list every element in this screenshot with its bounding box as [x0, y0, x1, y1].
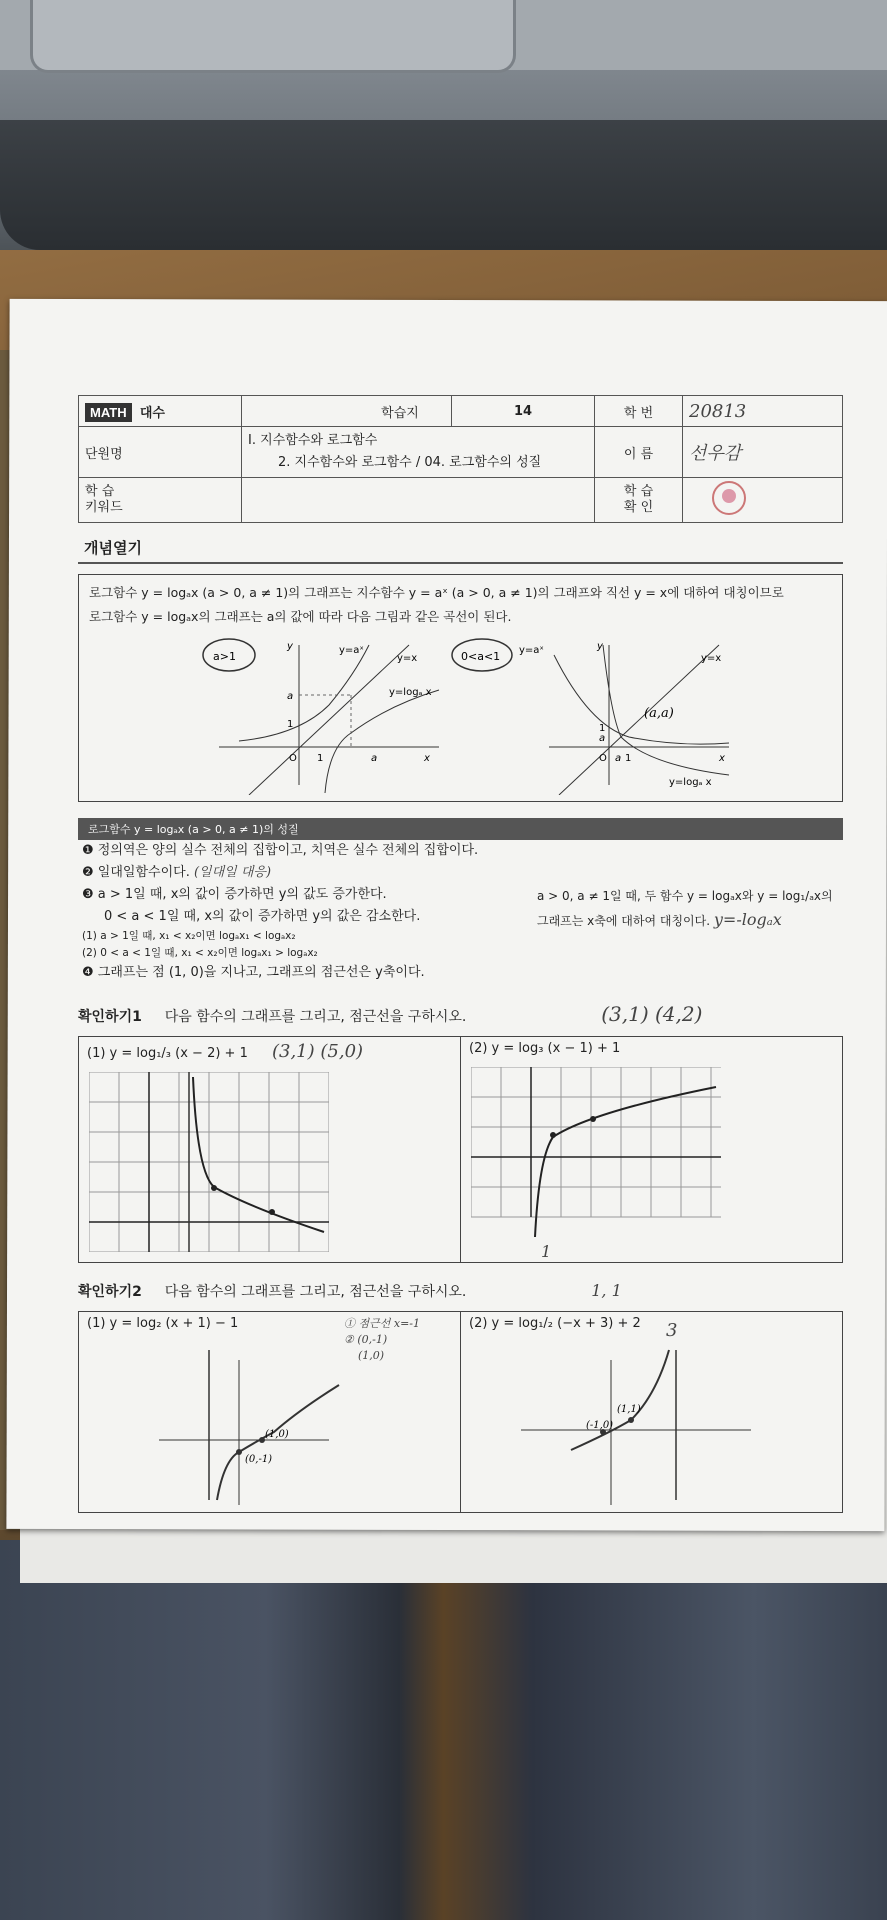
- check2-q1-equation: (1) y = log₂ (x + 1) − 1: [87, 1316, 239, 1331]
- svg-text:y=aˣ: y=aˣ: [339, 645, 364, 656]
- keyword-label: 학 습 키워드: [79, 478, 242, 523]
- check1-q1: [79, 1037, 460, 1262]
- intro-line1: 로그함수 y = logₐx (a > 0, a ≠ 1)의 그래프는 지수함수 y = aˣ (a > 0, a ≠ 1)의 그래프와 직선 y = x에 대하여 대칭이므로: [89, 585, 784, 600]
- check2-q1: [79, 1312, 460, 1512]
- svg-text:O: O: [289, 753, 297, 764]
- check1-q2-equation: (2) y = log₃ (x − 1) + 1: [469, 1041, 621, 1056]
- student-name: 선우감: [683, 427, 843, 478]
- svg-text:y=x: y=x: [397, 653, 418, 664]
- svg-text:y=logₐ x: y=logₐ x: [669, 777, 712, 788]
- check2-title: 확인하기2: [78, 1284, 142, 1300]
- touchpad: [30, 0, 516, 73]
- prop-sub-1: (1) a > 1일 때, x₁ < x₂이면 logₐx₁ < logₐx₂: [82, 930, 296, 942]
- confirm-stamp: [689, 478, 749, 518]
- check2-q2: [460, 1312, 842, 1512]
- worksheet-number: 14: [452, 396, 595, 427]
- check1-note: (3,1) (4,2): [601, 1002, 703, 1026]
- unit-line2: 2. 지수함수와 로그함수 / 04. 로그함수의 성질: [278, 455, 542, 470]
- svg-text:y: y: [597, 641, 603, 652]
- svg-text:(-1,0): (-1,0): [586, 1420, 614, 1431]
- svg-text:1: 1: [317, 753, 324, 764]
- student-number: 20813: [683, 396, 843, 427]
- svg-text:(1,1): (1,1): [617, 1404, 641, 1415]
- name-label: 이 름: [595, 427, 683, 478]
- svg-text:1: 1: [599, 723, 606, 734]
- prop-right-note: y=-logₐx: [713, 910, 782, 929]
- properties-bar: 로그함수 y = logₐx (a > 0, a ≠ 1)의 성질: [78, 818, 843, 840]
- check1-q1-equation: (1) y = log₁/₃ (x − 2) + 1: [87, 1046, 248, 1061]
- svg-text:a: a: [287, 691, 294, 702]
- svg-text:x: x: [719, 753, 725, 764]
- unit-line1: I. 지수함수와 로그함수: [248, 433, 378, 448]
- properties: [82, 840, 843, 984]
- math-badge: MATH: [85, 403, 132, 422]
- check2-q2-graph: [511, 1340, 791, 1510]
- prop-4: ❹ 그래프는 점 (1, 0)을 지나고, 그래프의 점근선은 y축이다.: [82, 965, 425, 980]
- check1-q1-note: (3,1) (5,0): [271, 1041, 364, 1062]
- svg-text:1: 1: [625, 753, 632, 764]
- check1-q2-note: 1: [541, 1242, 552, 1261]
- check1-question: 다음 함수의 그래프를 그리고, 점근선을 구하시오.: [164, 1009, 467, 1025]
- laptop: [0, 0, 887, 250]
- intro-line2: 로그함수 y = logₐx의 그래프는 a의 값에 따라 다음 그림과 같은 곡선이 된다.: [89, 609, 512, 624]
- check1-q2-grid: [471, 1067, 721, 1247]
- confirm-label: 학 습 확 인: [595, 478, 683, 523]
- graph-a-less-1: [452, 639, 729, 795]
- check2-q2-equation: (2) y = log₁/₂ (−x + 3) + 2: [469, 1316, 641, 1331]
- concept-graphs: [89, 635, 834, 795]
- svg-text:(0,-1): (0,-1): [245, 1454, 273, 1465]
- check2-q1-graph: [99, 1340, 359, 1510]
- check2-note: 1, 1: [591, 1281, 622, 1300]
- check1-q2: [460, 1037, 842, 1262]
- check1-header: [78, 1002, 843, 1026]
- header-table: [78, 395, 843, 523]
- svg-text:O: O: [599, 753, 607, 764]
- svg-text:y=logₐ x: y=logₐ x: [389, 687, 432, 698]
- svg-text:a: a: [599, 733, 606, 744]
- prop-2: ❷ 일대일함수이다.: [82, 865, 190, 880]
- svg-text:y: y: [287, 641, 293, 652]
- check1-box: [78, 1036, 843, 1263]
- prop-3b: 0 < a < 1일 때, x의 값이 증가하면 y의 값은 감소한다.: [104, 909, 421, 924]
- prop-right-2: 그래프는 x축에 대하여 대칭이다.: [537, 914, 711, 928]
- check2-q1-note: ① 점근선 x=-1 ② (0,-1) (1,0): [344, 1317, 421, 1362]
- svg-text:1: 1: [287, 719, 294, 730]
- check1-q1-grid: [89, 1072, 329, 1252]
- svg-text:x: x: [424, 753, 430, 764]
- check2-q2-note: 3: [666, 1320, 678, 1341]
- concept-box: [78, 574, 843, 802]
- svg-text:y=x: y=x: [701, 653, 722, 664]
- prop-sub-2: (2) 0 < a < 1일 때, x₁ < x₂이면 logₐx₁ > logₐx₂: [82, 947, 318, 959]
- graph-a-greater-1: [203, 639, 439, 795]
- worksheet-label: 학습지: [349, 396, 452, 427]
- worksheet: [78, 395, 843, 1513]
- svg-text:(a,a): (a,a): [644, 706, 674, 721]
- case-label: a>1: [213, 650, 236, 663]
- check2-box: [78, 1311, 843, 1513]
- case-label-2: 0<a<1: [461, 650, 501, 663]
- check2-question: 다음 함수의 그래프를 그리고, 점근선을 구하시오.: [164, 1284, 467, 1300]
- prop-1: ❶ 정의역은 양의 실수 전체의 집합이고, 치역은 실수 전체의 집합이다.: [82, 843, 479, 858]
- check2-header: [78, 1281, 843, 1301]
- check1-title: 확인하기1: [78, 1009, 142, 1025]
- svg-text:a: a: [615, 753, 622, 764]
- subject: 대수: [139, 405, 165, 421]
- svg-text:y=aˣ: y=aˣ: [519, 645, 544, 656]
- unit-label: 단원명: [85, 446, 123, 462]
- svg-text:a: a: [371, 753, 378, 764]
- svg-text:(1,0): (1,0): [265, 1429, 289, 1440]
- prop-3a: ❸ a > 1일 때, x의 값이 증가하면 y의 값도 증가한다.: [82, 887, 387, 902]
- student-number-label: 학 번: [595, 396, 683, 427]
- background-legs: [0, 1540, 887, 1920]
- section-title-concept: 개념열기: [84, 539, 142, 557]
- prop-2-note: (일대일 대응): [193, 865, 272, 880]
- prop-right-1: a > 0, a ≠ 1일 때, 두 함수 y = logₐx와 y = log₁/ₐx의: [537, 889, 833, 903]
